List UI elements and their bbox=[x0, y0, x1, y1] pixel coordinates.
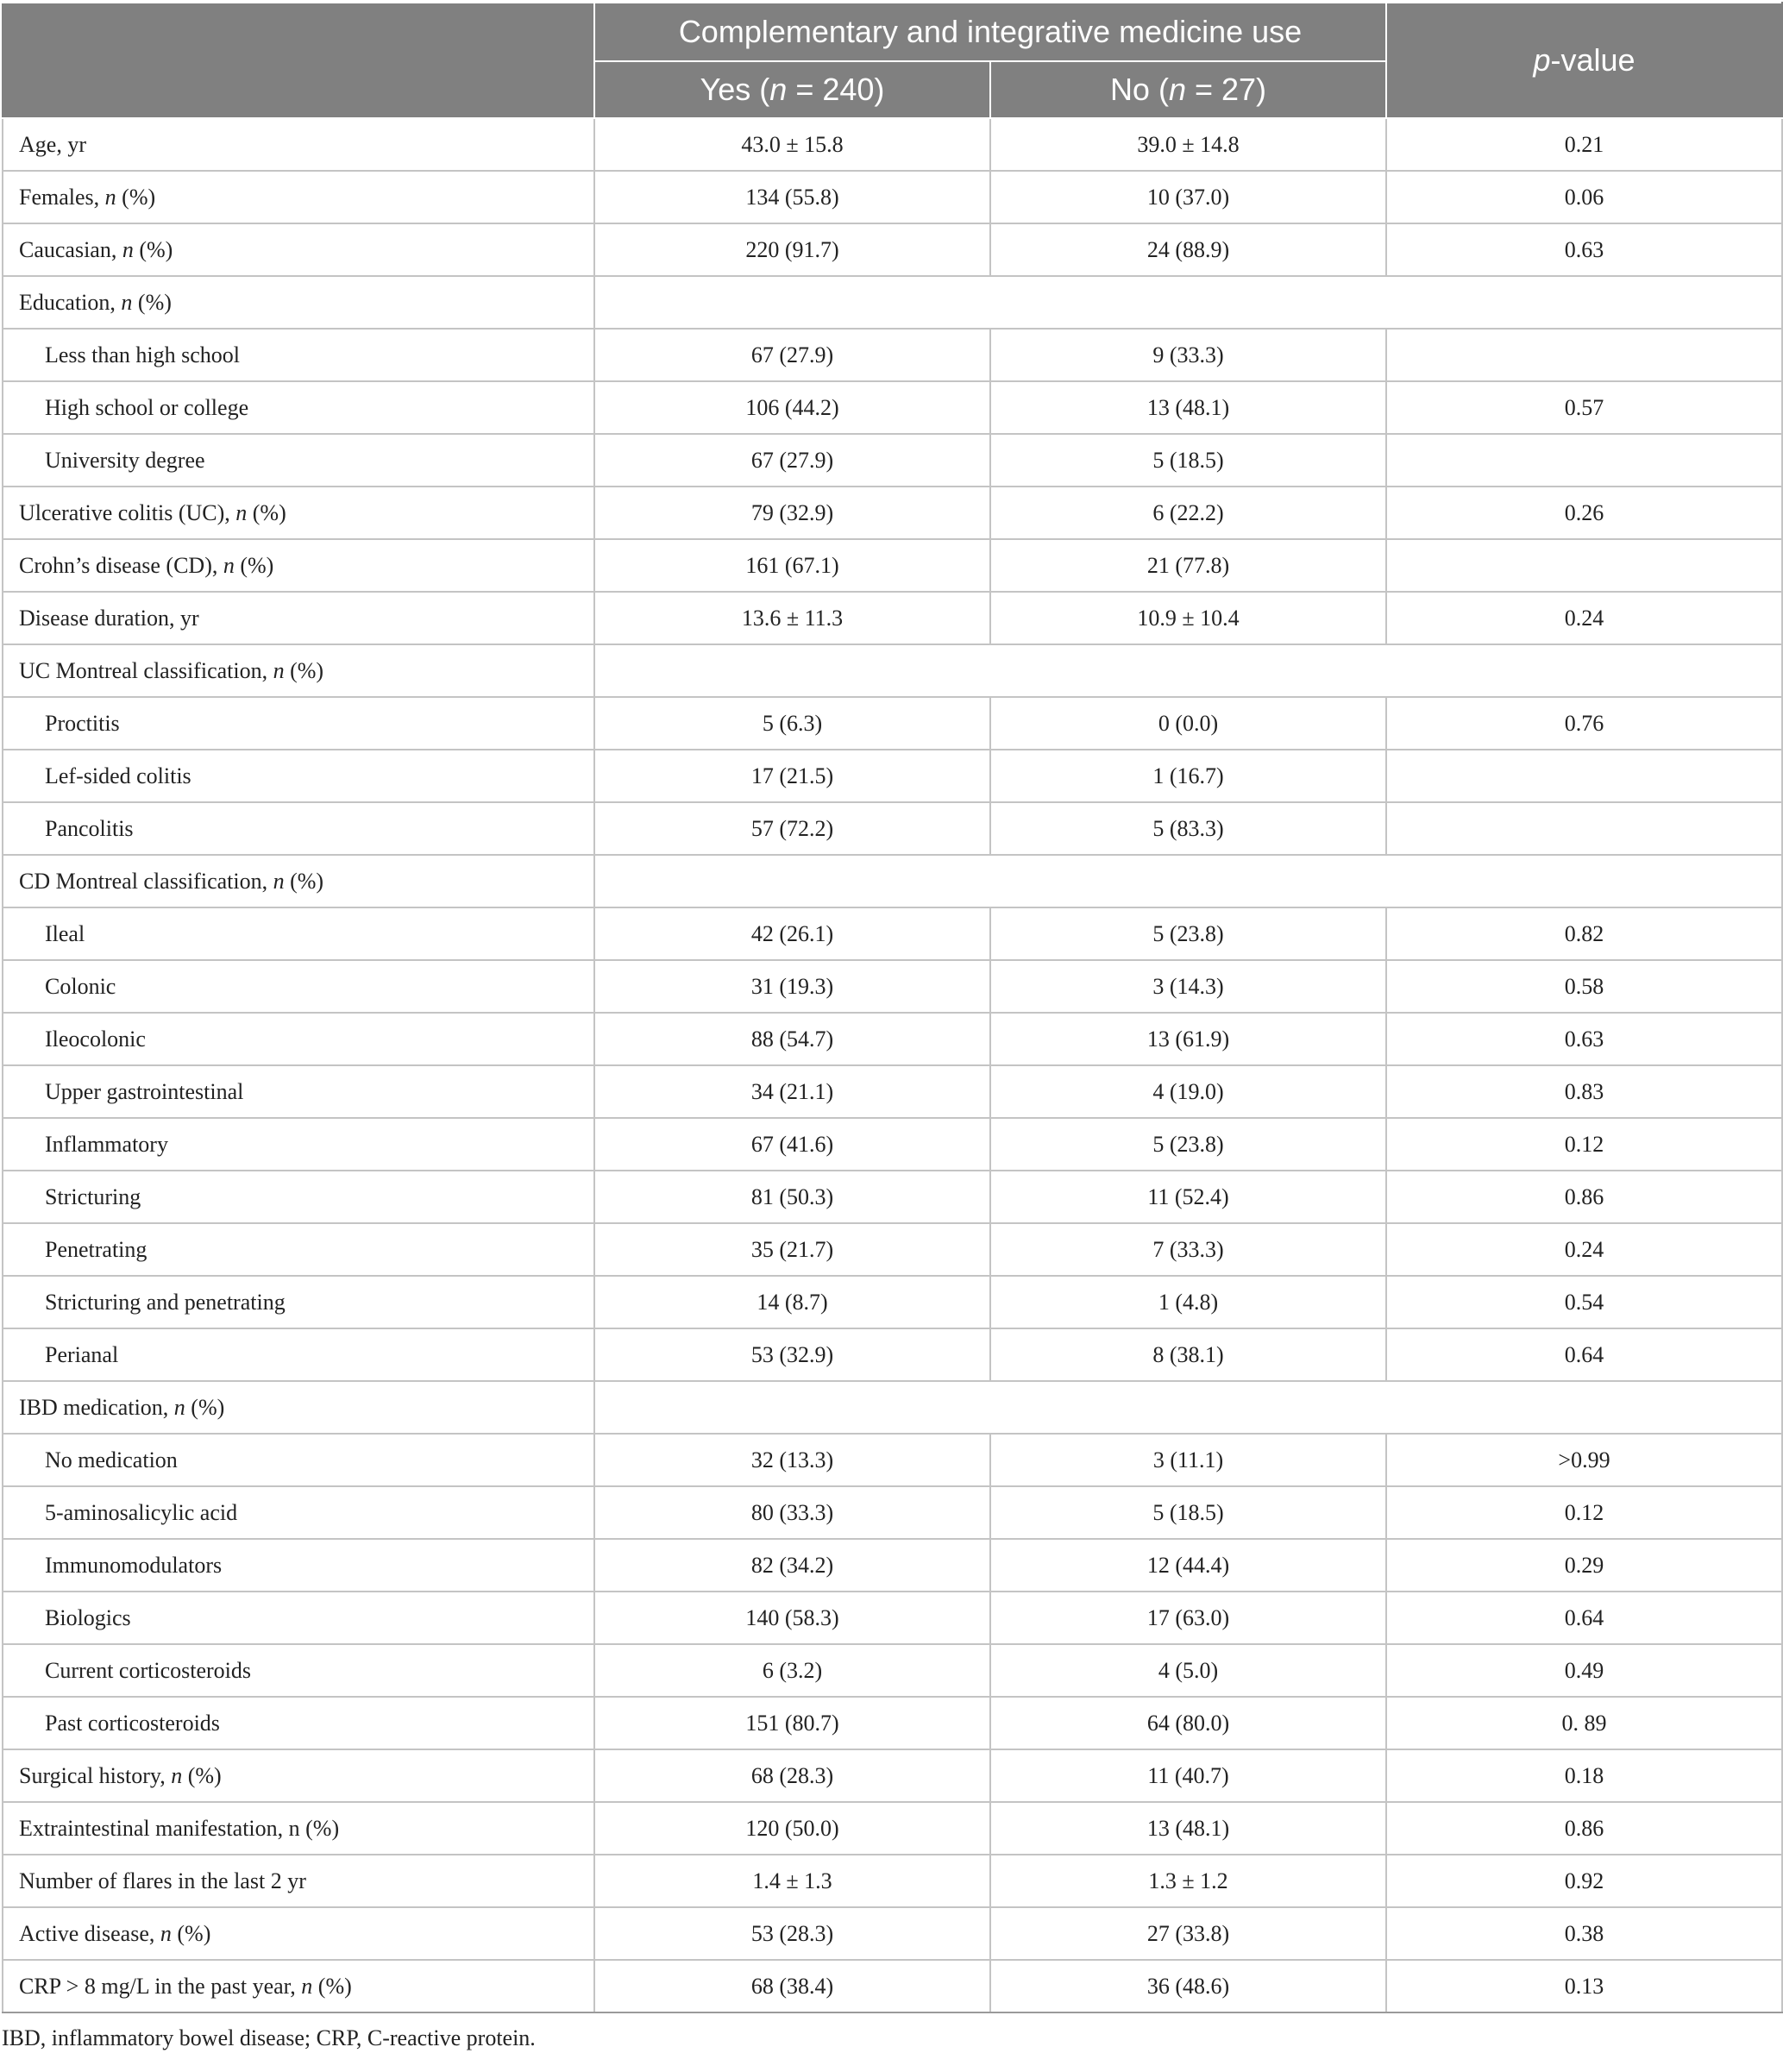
row-label-n: n bbox=[160, 1920, 172, 1946]
row-label: Ileal bbox=[3, 907, 594, 960]
table-row bbox=[3, 1907, 1782, 1960]
no-cell: 3 (14.3) bbox=[990, 960, 1386, 1013]
table-row bbox=[3, 960, 1782, 1013]
row-label: Proctitis bbox=[3, 697, 594, 750]
row-label: Stricturing and penetrating bbox=[3, 1276, 594, 1328]
table-row bbox=[3, 1855, 1782, 1907]
section-label bbox=[3, 855, 594, 907]
no-cell: 64 (80.0) bbox=[990, 1697, 1386, 1749]
yes-cell: 134 (55.8) bbox=[594, 171, 990, 223]
p-cell bbox=[1386, 802, 1782, 855]
yes-cell: 88 (54.7) bbox=[594, 1013, 990, 1065]
table-row bbox=[3, 1592, 1782, 1644]
no-cell: 27 (33.8) bbox=[990, 1907, 1386, 1960]
header-no-post: = 27) bbox=[1185, 72, 1267, 107]
p-cell: 0.86 bbox=[1386, 1171, 1782, 1223]
table-header bbox=[3, 3, 1782, 118]
p-cell: 0.12 bbox=[1386, 1118, 1782, 1171]
p-cell: 0.49 bbox=[1386, 1644, 1782, 1697]
row-label-suffix: (%) bbox=[116, 184, 156, 210]
table-row bbox=[3, 171, 1782, 223]
p-cell: 0.86 bbox=[1386, 1802, 1782, 1855]
p-cell bbox=[1386, 329, 1782, 381]
p-cell: 0.54 bbox=[1386, 1276, 1782, 1328]
no-cell: 1 (4.8) bbox=[990, 1276, 1386, 1328]
p-cell bbox=[1386, 434, 1782, 487]
table-row bbox=[3, 1223, 1782, 1276]
header-yes-pre: Yes ( bbox=[700, 72, 770, 107]
no-cell: 36 (48.6) bbox=[990, 1960, 1386, 2012]
no-cell: 12 (44.4) bbox=[990, 1539, 1386, 1592]
row-label-text: CRP > 8 mg/L in the past year, bbox=[19, 1973, 302, 1999]
header-no-n: n bbox=[1168, 72, 1186, 107]
p-cell bbox=[1386, 539, 1782, 592]
yes-cell: 68 (28.3) bbox=[594, 1749, 990, 1802]
yes-cell: 81 (50.3) bbox=[594, 1171, 990, 1223]
yes-cell: 5 (6.3) bbox=[594, 697, 990, 750]
no-cell: 39.0 ± 14.8 bbox=[990, 118, 1386, 171]
row-label: Disease duration, yr bbox=[3, 592, 594, 644]
yes-cell: 43.0 ± 15.8 bbox=[594, 118, 990, 171]
table-row bbox=[3, 697, 1782, 750]
row-label-n: n bbox=[273, 657, 285, 683]
header-yes-n: n bbox=[769, 72, 788, 107]
p-cell: 0. 89 bbox=[1386, 1697, 1782, 1749]
section-row bbox=[3, 276, 1782, 329]
row-label-text: CD Montreal classification, bbox=[19, 868, 273, 894]
yes-cell: 106 (44.2) bbox=[594, 381, 990, 434]
row-label-suffix: (%) bbox=[234, 552, 274, 578]
table-row bbox=[3, 487, 1782, 539]
section-row bbox=[3, 1381, 1782, 1434]
p-cell: 0.63 bbox=[1386, 223, 1782, 276]
no-cell: 10 (37.0) bbox=[990, 171, 1386, 223]
row-label: Upper gastrointestinal bbox=[3, 1065, 594, 1118]
no-cell: 13 (48.1) bbox=[990, 1802, 1386, 1855]
row-label: Stricturing bbox=[3, 1171, 594, 1223]
no-cell: 5 (18.5) bbox=[990, 434, 1386, 487]
yes-cell: 31 (19.3) bbox=[594, 960, 990, 1013]
row-label-text: Education, bbox=[19, 289, 122, 315]
row-label-suffix: (%) bbox=[247, 499, 286, 525]
no-cell: 6 (22.2) bbox=[990, 487, 1386, 539]
no-cell: 7 (33.3) bbox=[990, 1223, 1386, 1276]
row-label-n: n bbox=[171, 1762, 183, 1788]
header-corner bbox=[3, 3, 594, 118]
row-label: Number of flares in the last 2 yr bbox=[3, 1855, 594, 1907]
row-label-n: n bbox=[122, 236, 134, 262]
yes-cell: 42 (26.1) bbox=[594, 907, 990, 960]
table-row bbox=[3, 1276, 1782, 1328]
row-label: Perianal bbox=[3, 1328, 594, 1381]
row-label: High school or college bbox=[3, 381, 594, 434]
data-table bbox=[2, 2, 1783, 2013]
table-row bbox=[3, 223, 1782, 276]
header-pvalue bbox=[1386, 3, 1782, 118]
row-label bbox=[3, 539, 594, 592]
yes-cell: 82 (34.2) bbox=[594, 1539, 990, 1592]
yes-cell: 220 (91.7) bbox=[594, 223, 990, 276]
yes-cell: 17 (21.5) bbox=[594, 750, 990, 802]
table-row bbox=[3, 750, 1782, 802]
row-label: Immunomodulators bbox=[3, 1539, 594, 1592]
yes-cell: 68 (38.4) bbox=[594, 1960, 990, 2012]
table-row bbox=[3, 1644, 1782, 1697]
row-label bbox=[3, 1907, 594, 1960]
section-label bbox=[3, 276, 594, 329]
yes-cell: 161 (67.1) bbox=[594, 539, 990, 592]
no-cell: 1 (16.7) bbox=[990, 750, 1386, 802]
row-label-suffix: (%) bbox=[185, 1394, 225, 1420]
p-cell: 0.12 bbox=[1386, 1486, 1782, 1539]
no-cell: 11 (40.7) bbox=[990, 1749, 1386, 1802]
table-body bbox=[3, 118, 1782, 2012]
yes-cell: 35 (21.7) bbox=[594, 1223, 990, 1276]
yes-cell: 57 (72.2) bbox=[594, 802, 990, 855]
row-label bbox=[3, 171, 594, 223]
row-label: No medication bbox=[3, 1434, 594, 1486]
row-label-text: IBD medication, bbox=[19, 1394, 174, 1420]
no-cell: 5 (83.3) bbox=[990, 802, 1386, 855]
row-label: Past corticosteroids bbox=[3, 1697, 594, 1749]
header-no bbox=[990, 61, 1386, 118]
row-label: University degree bbox=[3, 434, 594, 487]
table-row bbox=[3, 1434, 1782, 1486]
row-label: Lef-sided colitis bbox=[3, 750, 594, 802]
yes-cell: 32 (13.3) bbox=[594, 1434, 990, 1486]
row-label-text: UC Montreal classification, bbox=[19, 657, 273, 683]
no-cell: 24 (88.9) bbox=[990, 223, 1386, 276]
row-label-suffix: (%) bbox=[133, 236, 173, 262]
no-cell: 5 (23.8) bbox=[990, 1118, 1386, 1171]
table-row bbox=[3, 1065, 1782, 1118]
row-label: Colonic bbox=[3, 960, 594, 1013]
row-label-n: n bbox=[273, 868, 285, 894]
no-cell: 13 (61.9) bbox=[990, 1013, 1386, 1065]
p-cell bbox=[1386, 750, 1782, 802]
row-label-text: Active disease, bbox=[19, 1920, 160, 1946]
section-empty bbox=[594, 276, 1782, 329]
no-cell: 4 (5.0) bbox=[990, 1644, 1386, 1697]
p-cell: 0.26 bbox=[1386, 487, 1782, 539]
row-label: Extraintestinal manifestation, n (%) bbox=[3, 1802, 594, 1855]
no-cell: 10.9 ± 10.4 bbox=[990, 592, 1386, 644]
section-empty bbox=[594, 644, 1782, 697]
row-label: Penetrating bbox=[3, 1223, 594, 1276]
no-cell: 17 (63.0) bbox=[990, 1592, 1386, 1644]
table-row bbox=[3, 1486, 1782, 1539]
row-label-n: n bbox=[235, 499, 248, 525]
table-row bbox=[3, 434, 1782, 487]
table-row bbox=[3, 118, 1782, 171]
no-cell: 8 (38.1) bbox=[990, 1328, 1386, 1381]
row-label: Less than high school bbox=[3, 329, 594, 381]
section-empty bbox=[594, 1381, 1782, 1434]
table-row bbox=[3, 1960, 1782, 2012]
row-label bbox=[3, 487, 594, 539]
row-label: 5-aminosalicylic acid bbox=[3, 1486, 594, 1539]
row-label-n: n bbox=[121, 289, 133, 315]
no-cell: 5 (23.8) bbox=[990, 907, 1386, 960]
no-cell: 3 (11.1) bbox=[990, 1434, 1386, 1486]
yes-cell: 140 (58.3) bbox=[594, 1592, 990, 1644]
p-cell: 0.64 bbox=[1386, 1328, 1782, 1381]
row-label-n: n bbox=[173, 1394, 185, 1420]
row-label bbox=[3, 223, 594, 276]
p-cell: 0.58 bbox=[1386, 960, 1782, 1013]
table-footnote: IBD, inflammatory bowel disease; CRP, C-reactive protein. bbox=[2, 2025, 536, 2050]
table-row bbox=[3, 1539, 1782, 1592]
no-cell: 1.3 ± 1.2 bbox=[990, 1855, 1386, 1907]
table-row bbox=[3, 802, 1782, 855]
no-cell: 9 (33.3) bbox=[990, 329, 1386, 381]
yes-cell: 80 (33.3) bbox=[594, 1486, 990, 1539]
row-label: Age, yr bbox=[3, 118, 594, 171]
table-row bbox=[3, 907, 1782, 960]
p-cell: 0.63 bbox=[1386, 1013, 1782, 1065]
p-cell: 0.92 bbox=[1386, 1855, 1782, 1907]
row-label bbox=[3, 1960, 594, 2012]
no-cell: 11 (52.4) bbox=[990, 1171, 1386, 1223]
p-cell: 0.24 bbox=[1386, 1223, 1782, 1276]
header-pvalue-rest: -value bbox=[1550, 42, 1635, 78]
section-row bbox=[3, 855, 1782, 907]
table-row bbox=[3, 381, 1782, 434]
p-cell: 0.21 bbox=[1386, 118, 1782, 171]
row-label-suffix: (%) bbox=[312, 1973, 352, 1999]
p-cell: 0.29 bbox=[1386, 1539, 1782, 1592]
row-label-suffix: (%) bbox=[171, 1920, 211, 1946]
no-cell: 13 (48.1) bbox=[990, 381, 1386, 434]
yes-cell: 53 (28.3) bbox=[594, 1907, 990, 1960]
table-row bbox=[3, 1013, 1782, 1065]
no-cell: 21 (77.8) bbox=[990, 539, 1386, 592]
yes-cell: 151 (80.7) bbox=[594, 1697, 990, 1749]
yes-cell: 67 (41.6) bbox=[594, 1118, 990, 1171]
p-cell: 0.57 bbox=[1386, 381, 1782, 434]
p-cell: 0.64 bbox=[1386, 1592, 1782, 1644]
p-cell: >0.99 bbox=[1386, 1434, 1782, 1486]
yes-cell: 1.4 ± 1.3 bbox=[594, 1855, 990, 1907]
section-label bbox=[3, 1381, 594, 1434]
header-yes-post: = 240) bbox=[787, 72, 885, 107]
yes-cell: 79 (32.9) bbox=[594, 487, 990, 539]
row-label-text: Surgical history, bbox=[19, 1762, 172, 1788]
row-label-n: n bbox=[223, 552, 235, 578]
table-row bbox=[3, 539, 1782, 592]
yes-cell: 120 (50.0) bbox=[594, 1802, 990, 1855]
section-row bbox=[3, 644, 1782, 697]
header-yes bbox=[594, 61, 990, 118]
document bbox=[2, 2, 1781, 2051]
row-label: Inflammatory bbox=[3, 1118, 594, 1171]
no-cell: 0 (0.0) bbox=[990, 697, 1386, 750]
no-cell: 5 (18.5) bbox=[990, 1486, 1386, 1539]
table-row bbox=[3, 1697, 1782, 1749]
yes-cell: 53 (32.9) bbox=[594, 1328, 990, 1381]
p-cell: 0.76 bbox=[1386, 697, 1782, 750]
row-label-text: Ulcerative colitis (UC), bbox=[19, 499, 236, 525]
p-cell: 0.82 bbox=[1386, 907, 1782, 960]
p-cell: 0.83 bbox=[1386, 1065, 1782, 1118]
no-cell: 4 (19.0) bbox=[990, 1065, 1386, 1118]
header-group-label: Complementary and integrative medicine use bbox=[594, 3, 1386, 61]
table-row bbox=[3, 1749, 1782, 1802]
yes-cell: 67 (27.9) bbox=[594, 329, 990, 381]
header-no-pre: No ( bbox=[1109, 72, 1169, 107]
row-label-suffix: (%) bbox=[132, 289, 172, 315]
row-label: Current corticosteroids bbox=[3, 1644, 594, 1697]
row-label-suffix: (%) bbox=[284, 868, 324, 894]
p-cell: 0.13 bbox=[1386, 1960, 1782, 2012]
row-label: Ileocolonic bbox=[3, 1013, 594, 1065]
row-label: Biologics bbox=[3, 1592, 594, 1644]
table-row bbox=[3, 1328, 1782, 1381]
yes-cell: 34 (21.1) bbox=[594, 1065, 990, 1118]
section-empty bbox=[594, 855, 1782, 907]
row-label-text: Caucasian, bbox=[19, 236, 122, 262]
table-row bbox=[3, 329, 1782, 381]
section-label bbox=[3, 644, 594, 697]
row-label-n: n bbox=[301, 1973, 313, 1999]
row-label-text: Females, bbox=[19, 184, 105, 210]
table-row bbox=[3, 1171, 1782, 1223]
table-row bbox=[3, 1802, 1782, 1855]
table-row bbox=[3, 1118, 1782, 1171]
row-label bbox=[3, 1749, 594, 1802]
p-cell: 0.24 bbox=[1386, 592, 1782, 644]
row-label-suffix: (%) bbox=[182, 1762, 222, 1788]
row-label: Pancolitis bbox=[3, 802, 594, 855]
yes-cell: 14 (8.7) bbox=[594, 1276, 990, 1328]
row-label-n: n bbox=[104, 184, 116, 210]
p-cell: 0.06 bbox=[1386, 171, 1782, 223]
p-cell: 0.38 bbox=[1386, 1907, 1782, 1960]
p-cell: 0.18 bbox=[1386, 1749, 1782, 1802]
table-row bbox=[3, 592, 1782, 644]
header-pvalue-p: p bbox=[1533, 42, 1551, 78]
yes-cell: 13.6 ± 11.3 bbox=[594, 592, 990, 644]
yes-cell: 6 (3.2) bbox=[594, 1644, 990, 1697]
row-label-suffix: (%) bbox=[284, 657, 324, 683]
row-label-text: Crohn’s disease (CD), bbox=[19, 552, 223, 578]
yes-cell: 67 (27.9) bbox=[594, 434, 990, 487]
